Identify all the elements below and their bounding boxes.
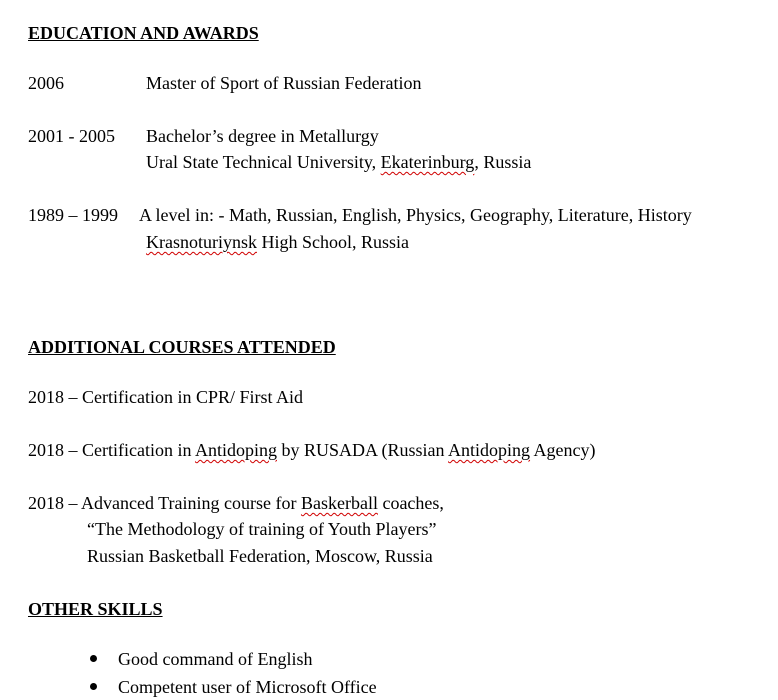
course-advanced-training: 2018 – Advanced Training course for Baskerball coaches,	[28, 493, 444, 513]
bullet-icon	[90, 683, 97, 690]
skill-microsoft-office: Competent user of Microsoft Office	[118, 677, 377, 697]
education-year-1989-1999: 1989 – 1999	[28, 205, 118, 225]
word-antidoping-agency: Antidoping	[448, 440, 531, 460]
course-antidoping: 2018 – Certification in Antidoping by RUSADA (Russian Antidoping Agency)	[28, 440, 596, 460]
education-year-2006: 2006	[28, 73, 64, 93]
education-heading: EDUCATION AND AWARDS	[28, 23, 259, 43]
skills-heading: OTHER SKILLS	[28, 599, 163, 619]
word-baskerball: Baskerball	[300, 493, 378, 513]
education-year-2001-2005: 2001 - 2005	[28, 126, 115, 146]
education-a-level-subjects: A level in: - Math, Russian, English, Physics, Geography, Literature, History	[139, 205, 692, 225]
university-country: , Russia	[474, 152, 532, 172]
course-methodology-title: “The Methodology of training of Youth Players”	[87, 519, 437, 539]
bullet-icon	[90, 655, 97, 662]
education-university-line	[146, 152, 531, 172]
education-high-school-line	[146, 232, 409, 252]
word-antidoping: Antidoping	[194, 440, 277, 460]
education-award-master-of-sport: Master of Sport of Russian Federation	[146, 73, 422, 93]
university-name: Ural State Technical University,	[146, 152, 381, 172]
high-school-name: High School, Russia	[257, 232, 410, 252]
skill-english: Good command of English	[118, 649, 313, 669]
city-ekaterinburg: Ekaterinburg	[380, 152, 475, 172]
city-krasnoturiynsk: Krasnoturiynsk	[146, 232, 257, 252]
course-cpr-first-aid: 2018 – Certification in CPR/ First Aid	[28, 387, 304, 407]
course-organizer: Russian Basketball Federation, Moscow, Russia	[87, 546, 433, 566]
education-bachelor-degree: Bachelor’s degree in Metallurgy	[146, 126, 379, 146]
courses-heading: ADDITIONAL COURSES ATTENDED	[28, 337, 336, 357]
